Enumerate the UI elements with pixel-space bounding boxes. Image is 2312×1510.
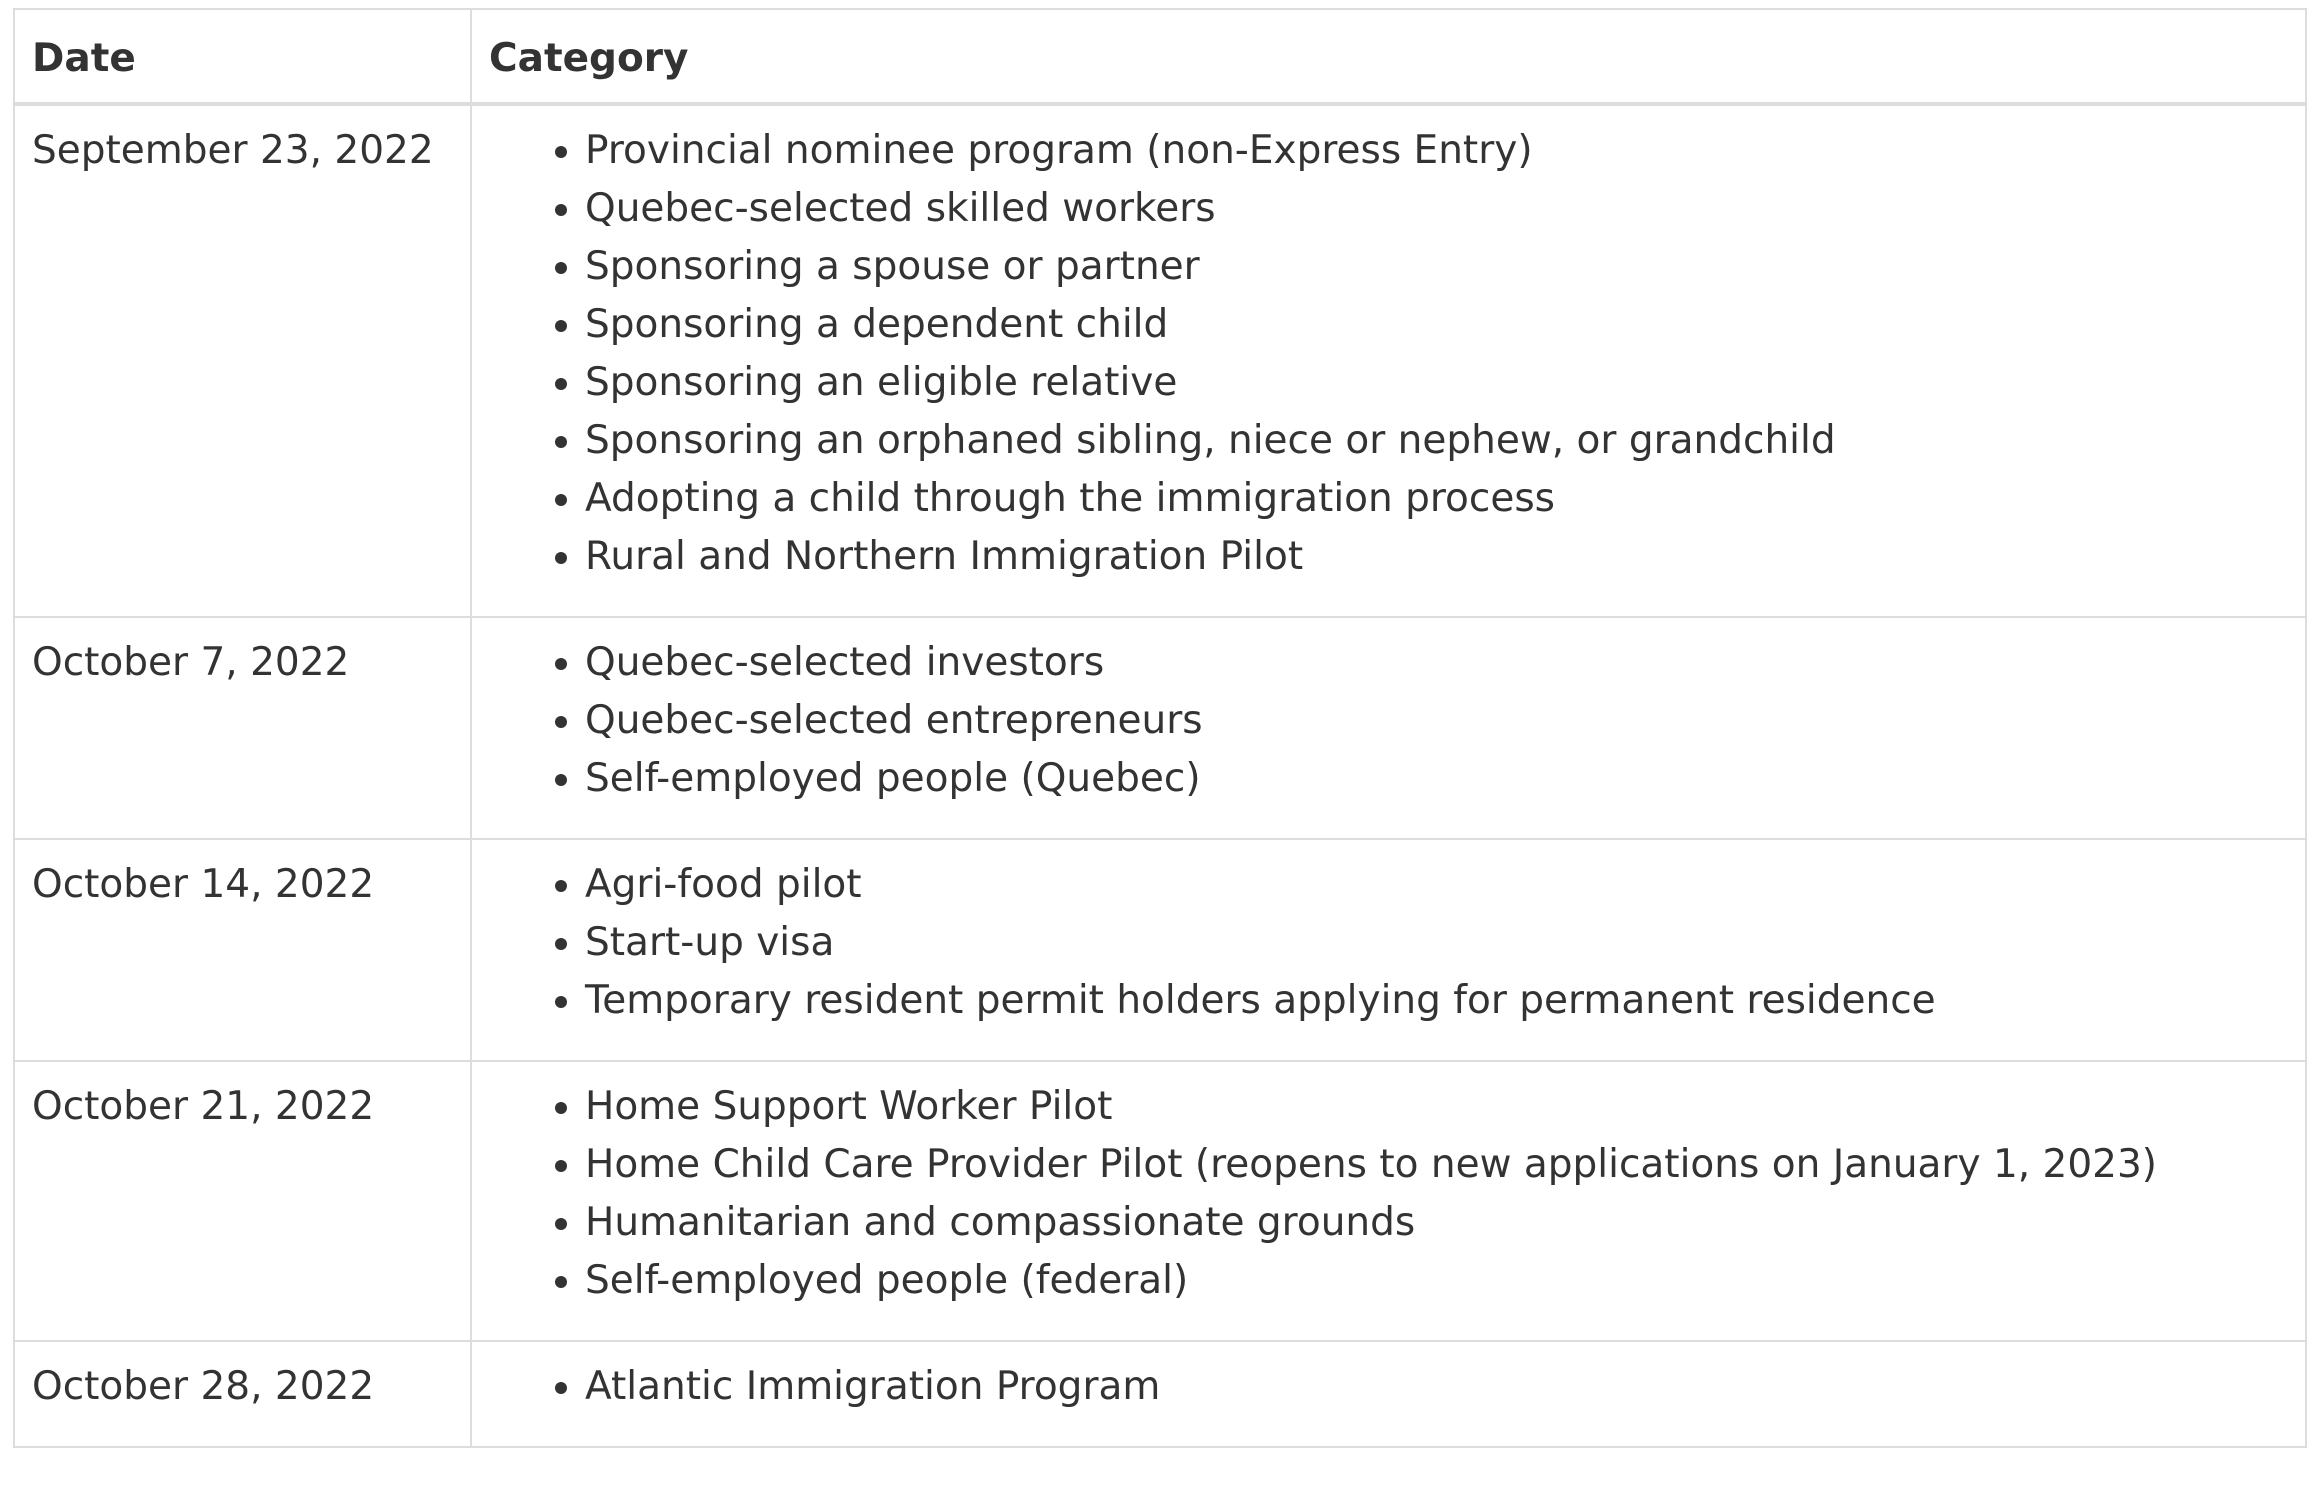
date-cell: September 23, 2022 <box>14 104 471 617</box>
category-list <box>489 856 2288 1030</box>
list-item: • Sponsoring a dependent child <box>585 296 2288 354</box>
category-list <box>489 1358 2288 1416</box>
table-body <box>14 104 2306 1447</box>
list-item: • Provincial nominee program (non-Express Entry) <box>585 122 2288 180</box>
list-item: • Self-employed people (Quebec) <box>585 750 2288 808</box>
category-cell <box>471 1341 2306 1447</box>
date-cell: October 7, 2022 <box>14 617 471 839</box>
table-row <box>14 1341 2306 1447</box>
date-column-header: Date <box>14 9 471 104</box>
list-item: • Agri-food pilot <box>585 856 2288 914</box>
list-item: • Start-up visa <box>585 914 2288 972</box>
list-item: • Atlantic Immigration Program <box>585 1358 2288 1416</box>
list-item: • Temporary resident permit holders applying for permanent residence <box>585 972 2288 1030</box>
date-cell: October 28, 2022 <box>14 1341 471 1447</box>
list-item: • Quebec-selected investors <box>585 634 2288 692</box>
table-row <box>14 1061 2306 1341</box>
list-item: • Quebec-selected entrepreneurs <box>585 692 2288 750</box>
category-cell <box>471 1061 2306 1341</box>
list-item: • Humanitarian and compassionate grounds <box>585 1194 2288 1252</box>
list-item: • Rural and Northern Immigration Pilot <box>585 528 2288 586</box>
category-column-header: Category <box>471 9 2306 104</box>
category-cell <box>471 839 2306 1061</box>
category-cell <box>471 617 2306 839</box>
schedule-table-container <box>13 8 2305 1448</box>
list-item: • Sponsoring an eligible relative <box>585 354 2288 412</box>
table-row <box>14 839 2306 1061</box>
list-item: • Sponsoring a spouse or partner <box>585 238 2288 296</box>
list-item: • Self-employed people (federal) <box>585 1252 2288 1310</box>
table-header <box>14 9 2306 104</box>
list-item: • Home Child Care Provider Pilot (reopens to new applications on January 1, 2023) <box>585 1136 2288 1194</box>
category-cell <box>471 104 2306 617</box>
list-item: • Home Support Worker Pilot <box>585 1078 2288 1136</box>
header-row <box>14 9 2306 104</box>
list-item: • Sponsoring an orphaned sibling, niece or nephew, or grandchild <box>585 412 2288 470</box>
table-row <box>14 104 2306 617</box>
list-item: • Adopting a child through the immigration process <box>585 470 2288 528</box>
category-list <box>489 634 2288 808</box>
category-list <box>489 122 2288 586</box>
table-row <box>14 617 2306 839</box>
schedule-table <box>13 8 2307 1448</box>
date-cell: October 21, 2022 <box>14 1061 471 1341</box>
date-cell: October 14, 2022 <box>14 839 471 1061</box>
category-list <box>489 1078 2288 1310</box>
list-item: • Quebec-selected skilled workers <box>585 180 2288 238</box>
